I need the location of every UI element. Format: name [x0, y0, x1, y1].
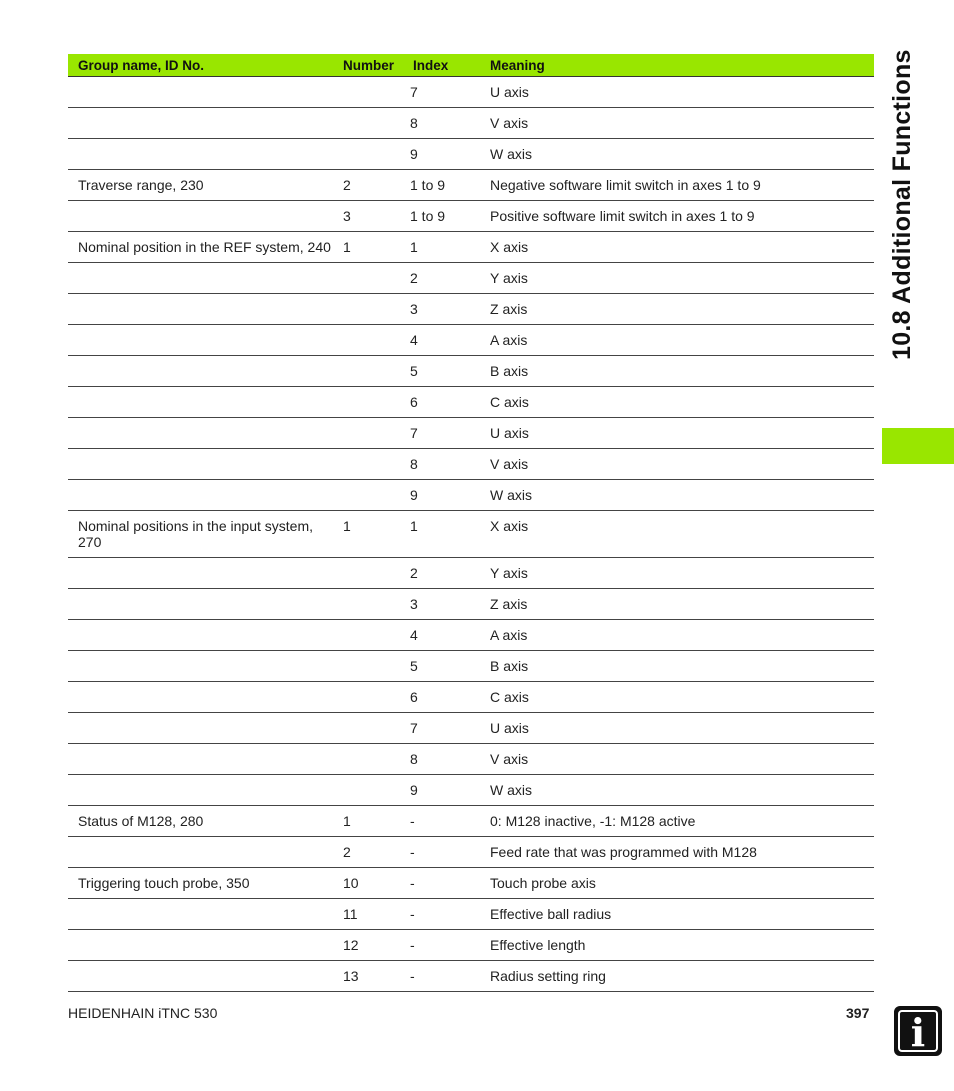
cell-index: -	[407, 930, 480, 961]
cell-group-name	[68, 418, 337, 449]
table-row	[68, 480, 874, 511]
cell-number: 11	[337, 899, 407, 930]
cell-meaning: W axis	[480, 775, 874, 806]
cell-group-name	[68, 713, 337, 744]
cell-group-name	[68, 480, 337, 511]
cell-index: 7	[407, 713, 480, 744]
cell-index: 9	[407, 139, 480, 170]
cell-meaning: U axis	[480, 77, 874, 108]
cell-group-name	[68, 682, 337, 713]
cell-meaning: U axis	[480, 713, 874, 744]
cell-index: 9	[407, 480, 480, 511]
cell-group-name	[68, 651, 337, 682]
cell-index: 5	[407, 651, 480, 682]
cell-group-name	[68, 263, 337, 294]
cell-group-name	[68, 77, 337, 108]
table-row	[68, 356, 874, 387]
cell-group-name	[68, 449, 337, 480]
cell-number	[337, 139, 407, 170]
cell-number	[337, 651, 407, 682]
cell-meaning: W axis	[480, 139, 874, 170]
table-row	[68, 201, 874, 232]
cell-group-name	[68, 356, 337, 387]
table-row	[68, 387, 874, 418]
cell-number: 1	[337, 511, 407, 558]
table-row	[68, 511, 874, 558]
cell-index: 3	[407, 589, 480, 620]
cell-number	[337, 620, 407, 651]
table-row	[68, 775, 874, 806]
cell-index: -	[407, 806, 480, 837]
cell-group-name	[68, 108, 337, 139]
cell-meaning: B axis	[480, 356, 874, 387]
cell-meaning: Z axis	[480, 589, 874, 620]
cell-index: -	[407, 837, 480, 868]
cell-number: 1	[337, 232, 407, 263]
cell-number: 1	[337, 806, 407, 837]
table-body	[68, 77, 874, 992]
cell-meaning: Effective ball radius	[480, 899, 874, 930]
cell-number	[337, 356, 407, 387]
section-title-text: 10.8 Additional Functions	[888, 49, 916, 360]
cell-group-name	[68, 294, 337, 325]
table-row	[68, 961, 874, 992]
table-row	[68, 930, 874, 961]
cell-number	[337, 294, 407, 325]
info-icon-glyph: i	[898, 1010, 938, 1052]
cell-index: 7	[407, 77, 480, 108]
table-row	[68, 294, 874, 325]
cell-meaning: C axis	[480, 387, 874, 418]
table-row	[68, 744, 874, 775]
cell-number	[337, 263, 407, 294]
cell-group-name	[68, 620, 337, 651]
cell-meaning: 0: M128 inactive, -1: M128 active	[480, 806, 874, 837]
cell-index: 1	[407, 511, 480, 558]
cell-number: 12	[337, 930, 407, 961]
cell-number: 13	[337, 961, 407, 992]
cell-index: 1 to 9	[407, 201, 480, 232]
footer-product: HEIDENHAIN iTNC 530	[68, 1005, 218, 1021]
info-icon	[894, 1006, 942, 1056]
cell-index: -	[407, 899, 480, 930]
table-row	[68, 170, 874, 201]
cell-number	[337, 558, 407, 589]
header-meaning: Meaning	[480, 54, 874, 77]
cell-number	[337, 387, 407, 418]
table-row	[68, 263, 874, 294]
cell-group-name	[68, 589, 337, 620]
cell-meaning: W axis	[480, 480, 874, 511]
cell-meaning: Radius setting ring	[480, 961, 874, 992]
cell-group-name	[68, 899, 337, 930]
cell-meaning: C axis	[480, 682, 874, 713]
cell-index: 8	[407, 449, 480, 480]
parameter-table	[68, 54, 874, 992]
cell-group-name	[68, 325, 337, 356]
cell-meaning: A axis	[480, 620, 874, 651]
cell-index: 8	[407, 108, 480, 139]
cell-number	[337, 682, 407, 713]
table-row	[68, 620, 874, 651]
cell-number	[337, 480, 407, 511]
cell-group-name: Triggering touch probe, 350	[68, 868, 337, 899]
cell-index: 6	[407, 682, 480, 713]
cell-group-name	[68, 837, 337, 868]
cell-group-name	[68, 139, 337, 170]
table-header-row	[68, 54, 874, 77]
cell-index: 7	[407, 418, 480, 449]
cell-number: 3	[337, 201, 407, 232]
table-row	[68, 139, 874, 170]
table-row	[68, 325, 874, 356]
table-row	[68, 713, 874, 744]
table-row	[68, 558, 874, 589]
cell-index: 9	[407, 775, 480, 806]
cell-number	[337, 744, 407, 775]
cell-group-name	[68, 775, 337, 806]
section-tab-marker	[882, 428, 954, 464]
cell-meaning: V axis	[480, 449, 874, 480]
cell-meaning: Effective length	[480, 930, 874, 961]
cell-index: 3	[407, 294, 480, 325]
cell-number	[337, 775, 407, 806]
cell-number: 2	[337, 837, 407, 868]
cell-index: 1	[407, 232, 480, 263]
cell-meaning: V axis	[480, 108, 874, 139]
cell-number	[337, 77, 407, 108]
table-row	[68, 806, 874, 837]
cell-index: 4	[407, 325, 480, 356]
table-row	[68, 682, 874, 713]
cell-group-name	[68, 387, 337, 418]
cell-meaning: X axis	[480, 232, 874, 263]
table-row	[68, 899, 874, 930]
cell-group-name	[68, 558, 337, 589]
cell-number: 10	[337, 868, 407, 899]
table-row	[68, 589, 874, 620]
cell-meaning: A axis	[480, 325, 874, 356]
cell-number	[337, 713, 407, 744]
cell-group-name	[68, 201, 337, 232]
cell-group-name: Status of M128, 280	[68, 806, 337, 837]
cell-number	[337, 589, 407, 620]
cell-index: 2	[407, 558, 480, 589]
cell-index: 6	[407, 387, 480, 418]
cell-group-name	[68, 744, 337, 775]
table-row	[68, 108, 874, 139]
table-row	[68, 418, 874, 449]
cell-meaning: Touch probe axis	[480, 868, 874, 899]
cell-meaning: B axis	[480, 651, 874, 682]
page-number: 397	[846, 1005, 870, 1021]
table-row	[68, 77, 874, 108]
header-group-name: Group name, ID No.	[68, 54, 337, 77]
cell-number	[337, 325, 407, 356]
cell-meaning: V axis	[480, 744, 874, 775]
cell-meaning: Y axis	[480, 263, 874, 294]
cell-group-name	[68, 930, 337, 961]
cell-number	[337, 108, 407, 139]
cell-index: 8	[407, 744, 480, 775]
cell-meaning: Feed rate that was programmed with M128	[480, 837, 874, 868]
cell-number	[337, 418, 407, 449]
cell-group-name: Traverse range, 230	[68, 170, 337, 201]
table-row	[68, 868, 874, 899]
header-number: Number	[337, 54, 407, 77]
cell-meaning: Z axis	[480, 294, 874, 325]
cell-index: 4	[407, 620, 480, 651]
header-index: Index	[407, 54, 480, 77]
table-row	[68, 449, 874, 480]
table-row	[68, 232, 874, 263]
cell-number	[337, 449, 407, 480]
cell-group-name	[68, 961, 337, 992]
cell-index: 2	[407, 263, 480, 294]
cell-meaning: U axis	[480, 418, 874, 449]
cell-index: -	[407, 868, 480, 899]
cell-number: 2	[337, 170, 407, 201]
cell-index: -	[407, 961, 480, 992]
cell-index: 1 to 9	[407, 170, 480, 201]
cell-index: 5	[407, 356, 480, 387]
cell-meaning: Y axis	[480, 558, 874, 589]
table-row	[68, 837, 874, 868]
cell-group-name: Nominal positions in the input system, 270	[68, 511, 337, 558]
cell-meaning: X axis	[480, 511, 874, 558]
cell-meaning: Positive software limit switch in axes 1 to 9	[480, 201, 874, 232]
cell-meaning: Negative software limit switch in axes 1 to 9	[480, 170, 874, 201]
table-row	[68, 651, 874, 682]
cell-group-name: Nominal position in the REF system, 240	[68, 232, 337, 263]
